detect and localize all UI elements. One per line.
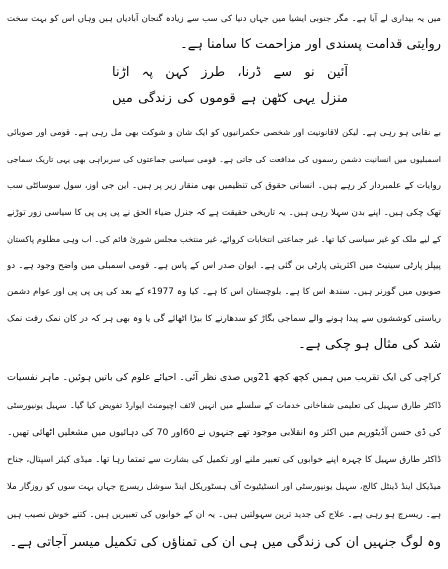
article-text-line: کے لیے ملک کو غیر سیاسی کیا تھا۔ غیر جماعتی انتخابات کروائے، غیر منتخب مجلس شوریٰ قائم کی۔ اب وہی مظلوم پاکستان bbox=[7, 234, 441, 244]
article-text-line: میڈیکل اینڈ ڈینٹل کالج، سہیل یونیورسٹی اور انسٹیٹیوٹ آف ہسٹوریکل اینڈ سوشل ریسرچ جہاں بہت سوں کو روزگار ملا bbox=[7, 482, 441, 492]
article-text-line: کی ڈی حسن آڈیٹوریم میں اکثر وہ انقلابی موجود تھے جنہوں نے 60اور 70 کی دہائیوں میں مشعلیں اٹھائی تھیں۔ bbox=[7, 427, 441, 438]
article-text-line: بے نقابی ہو رہی ہے۔ لیکن لاقانونیت اور شخصی حکمرانیوں کو ایک شان و شوکت بھی مل رہی ہے۔ قومی اور صوبائی bbox=[7, 128, 441, 138]
article-intro bbox=[7, 6, 441, 58]
article-paragraph bbox=[7, 364, 441, 557]
article-text-line: تھک چکی ہیں۔ اپنے بدن سہلا رہی ہیں۔ یہ تاریخی حقیقت ہے کہ جنرل ضیاء الحق نے پی پی پی کا سیاسی زور توڑنے bbox=[7, 207, 441, 218]
article-text-line: ڈاکٹر طارق سہیل کی تعلیمی شفاخانی خدمات کے سلسلے میں انہیں لائف اچیومنٹ ایوارڈ تفویض کیا گیا۔ سہیل یونیورسٹی bbox=[7, 399, 441, 410]
verse-couplet bbox=[112, 60, 348, 112]
article-text-line: ریاستی کوششوں سے پیدا ہونے والے سماجی بگاڑ کو سدھارنے کا بیڑا اٹھائے گی یا وہ بھی ہر کہ در کان نمک رفت نمک bbox=[7, 313, 441, 324]
article-text-line: روایتی قدامت پسندی اور مزاحمت کا سامنا ہے۔ bbox=[180, 37, 441, 52]
article-text-line: شد کی مثال ہو چکی ہے۔ bbox=[298, 337, 441, 352]
article-text-line: پیپلز پارٹی سینیٹ میں اکثریتی پارٹی بن گئی ہے۔ ایوان صدر اس کے پاس ہے۔ قومی اسمبلی میں واضح وجود ہے۔ دو bbox=[7, 260, 441, 271]
article-text-line: کراچی کی ایک تقریب میں ہمیں کچھ کچھ 21ویں صدی نظر آئی۔ احیائے علوم کی باتیں ہوئیں۔ ماہر نفسیات bbox=[7, 372, 441, 383]
verse-line: منزل یہی کٹھن ہے قوموں کی زندگی میں bbox=[112, 91, 348, 106]
article-text-line: اسمبلیوں میں انسانیت دشمن رسموں کی مدافعت کی جاتی ہے۔ قومی سیاسی جماعتوں کی سربراہی بھی یہی تاریک سماجی bbox=[7, 154, 441, 164]
article-text-line: صوبوں میں گورنر ہیں۔ سندھ اس کا ہے۔ بلوچستان اس کا ہے۔ کیا وہ 1977ء کے بعد کی پی پی پی اور عوام دشمن bbox=[7, 287, 441, 297]
article-text-line: ڈاکٹر طارق سہیل کا چہرہ اپنے خوابوں کی تعبیر ملنے اور تکمیل کی بشارت سے تمتما رہا تھا۔ میڈی کیئر اسپتال، جناح bbox=[7, 454, 441, 465]
article-text-line: روایات کے علمبردار کر رہے ہیں۔ انسانی حقوق کی تنظیمیں بھی منقار زیر پر ہیں۔ این جی اوز، سول سوسائٹی سب bbox=[7, 181, 441, 191]
article-text-line: ہے۔ ریسرچ ہو رہی ہے۔ علاج کی جدید ترین سہولتیں ہیں۔ یہ ان کے خوابوں کی تعبیریں ہیں۔ کتنے خوش نصیب ہیں bbox=[7, 509, 441, 520]
article-paragraph bbox=[7, 120, 441, 359]
verse-line: آئین نو سے ڈرنا، طرز کہن پہ اڑنا bbox=[112, 65, 348, 80]
article-text-line: میں یہ بیداری لے آیا ہے۔ مگر جنوبی ایشیا میں جہاں دنیا کی سب سے زیادہ گنجان آبادیاں ہیں وہاں اس کو بہت سخت bbox=[7, 14, 441, 24]
article-text-line: وہ لوگ جنہیں ان کی زندگی میں ہی ان کی تمناؤں کی تکمیل میسر آجاتی ہے۔ bbox=[9, 535, 441, 550]
